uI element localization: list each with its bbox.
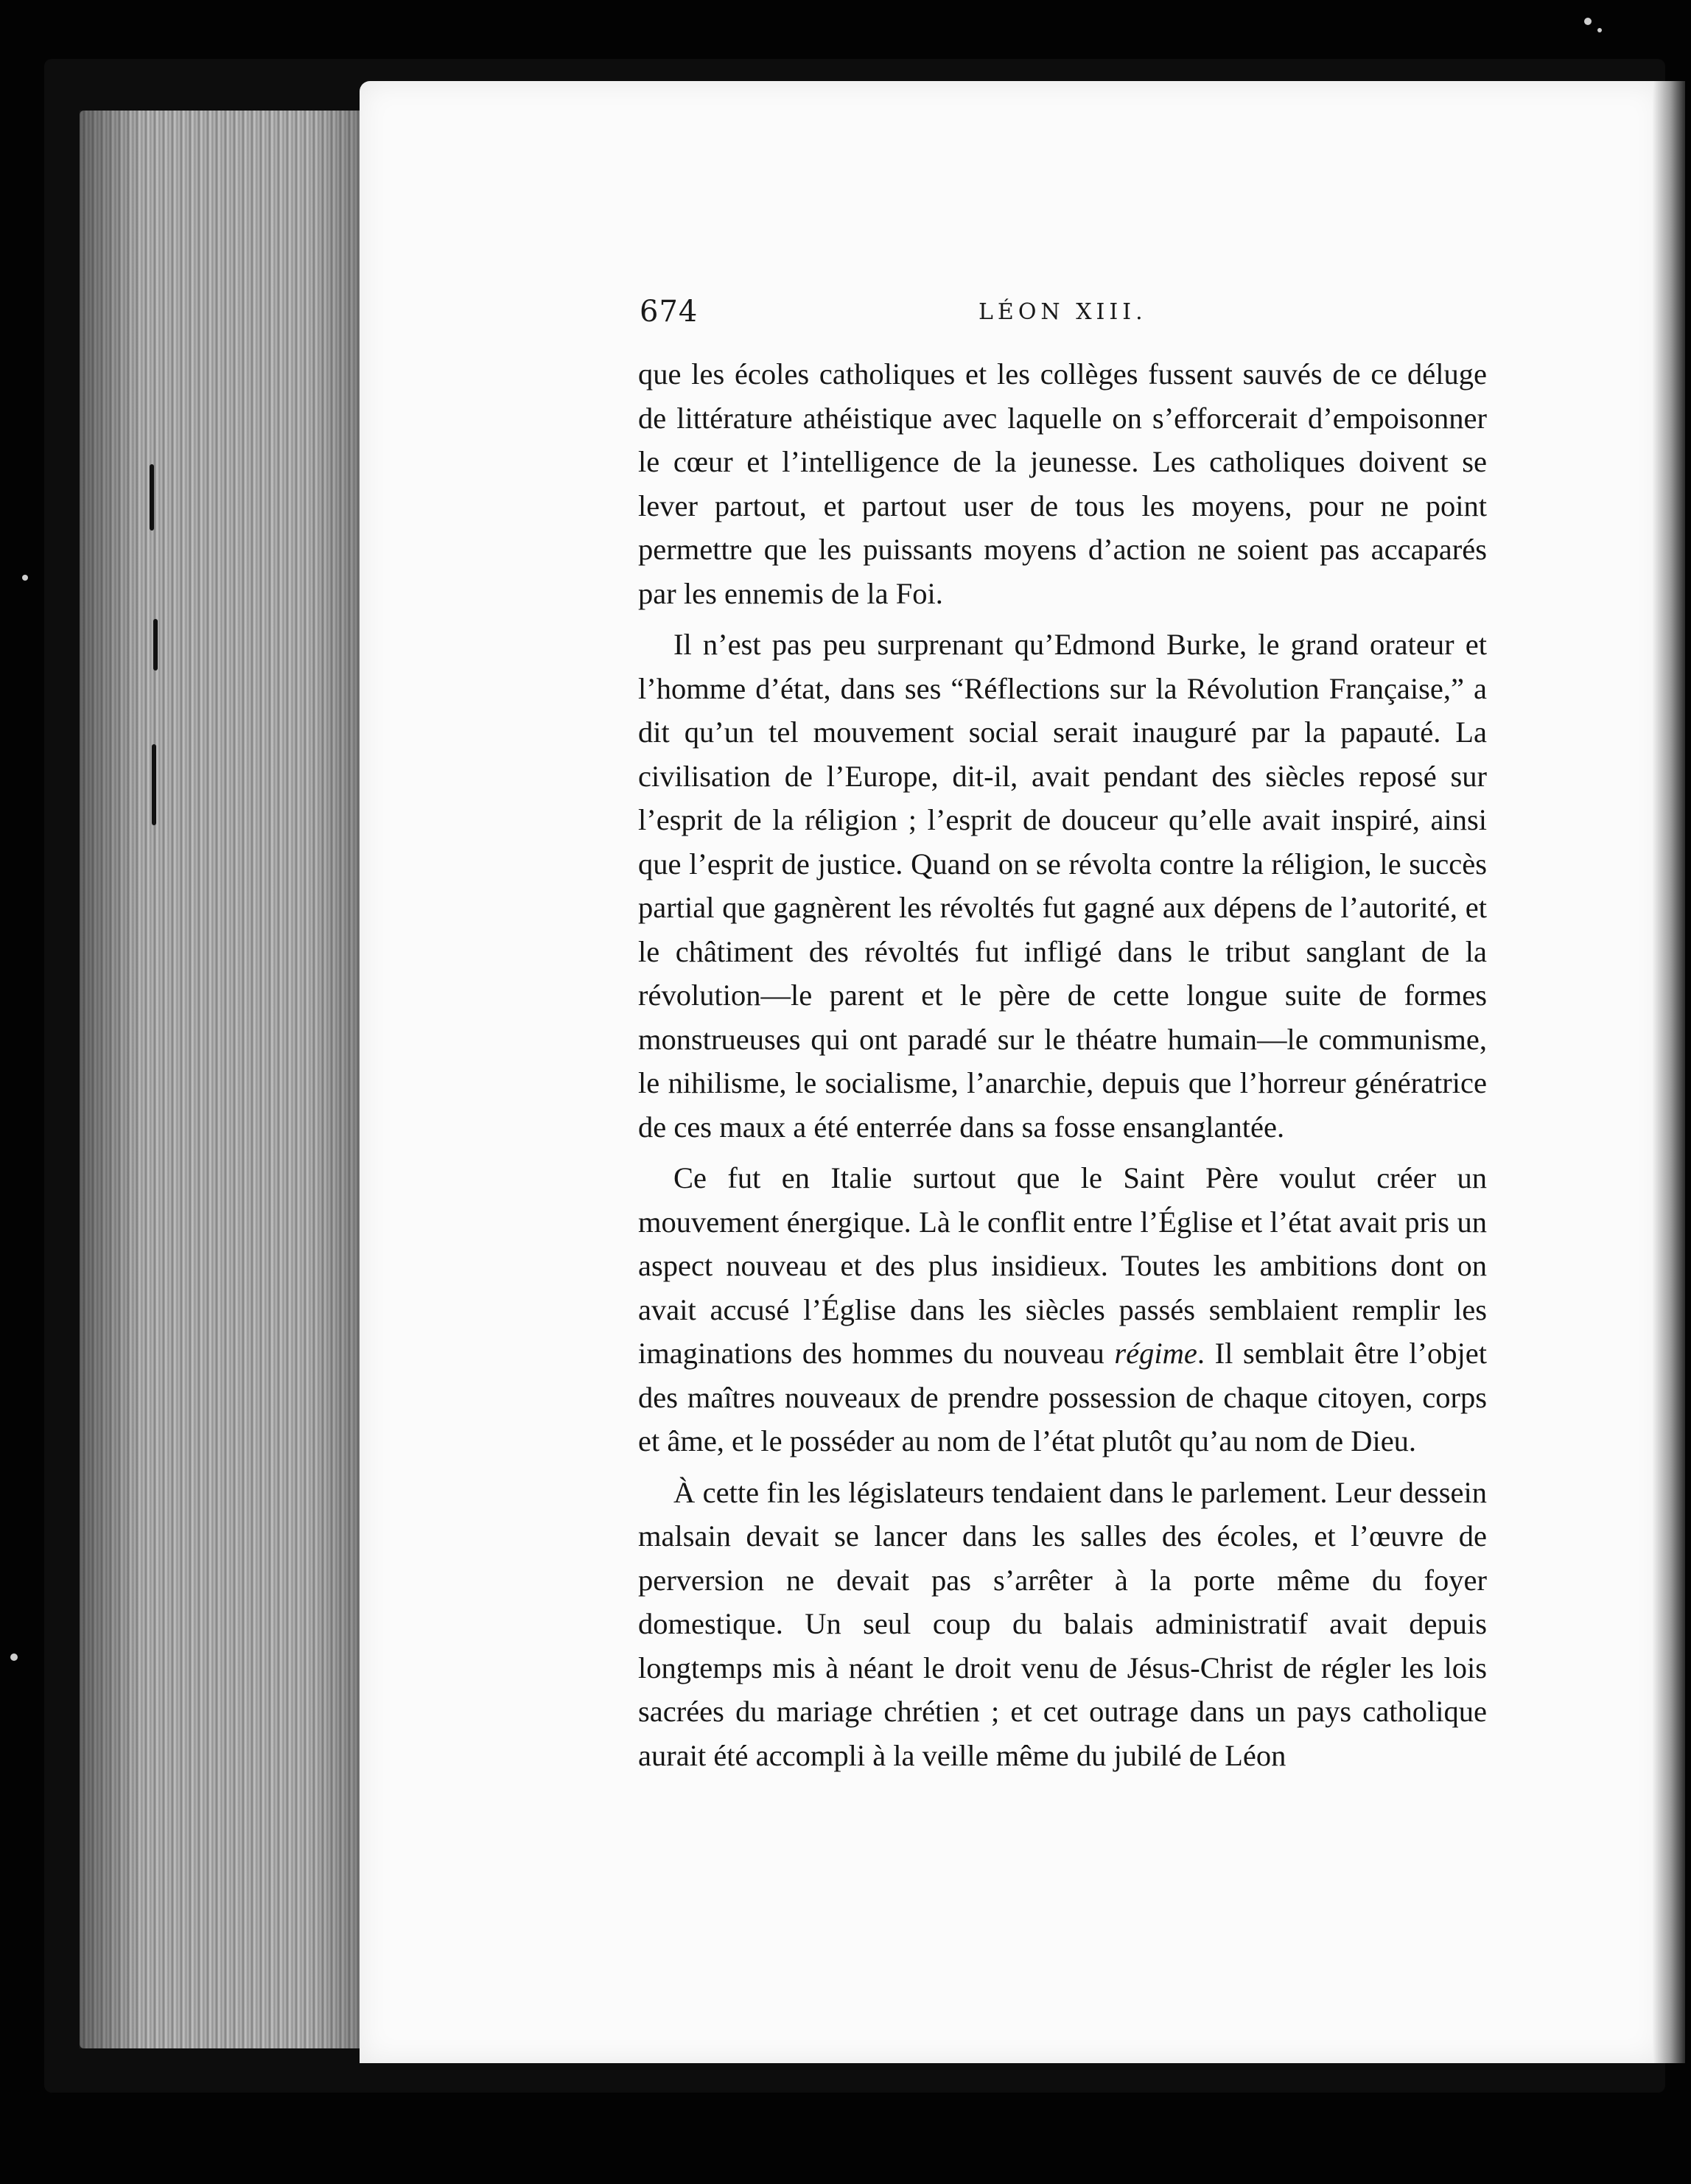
dust-speck <box>1584 18 1592 25</box>
dust-speck <box>1597 28 1602 32</box>
dust-speck <box>10 1653 18 1661</box>
paragraph-text: . Il semblait être l’objet des maîtres nouveaux de prendre possession de chaque citoyen, corps et âme, et le posséder au nom de l’état plutôt qu’au nom de Dieu. <box>638 1337 1487 1457</box>
paragraph-text: Ce fut en Italie surtout que le Saint Père voulut créer un mouvement énergique. Là le conflit entre l’Église et l’état avait pris un aspect nouveau et des plus insidieux. Toutes les ambitions dont on avait accusé l’Église dans les siècles passés semblaient remplir les imaginations des hommes du nouveau <box>638 1161 1487 1370</box>
paragraph-text: Il n’est pas peu surprenant qu’Edmond Burke, le grand orateur et l’homme d’état, dans ses “Réflections sur la Révolution Française,” a dit qu’un tel mouvement social serait inauguré par la papauté. La civilisation de l’Europe, dit-il, avait pendant des siècles reposé sur l’esprit de la réligion ; l’esprit de douceur qu’elle avait inspiré, ainsi que l’esprit de justice. Quand on se révolta contre la réligion, le succès partial que gagnèrent les révoltés fut gagné aux dépens de l’autorité, et le châtiment des révoltés fut infligé dans le tribut sanglant de la révolution—le parent et le père de cette longue suite de formes monstrueuses qui ont paradé sur le théatre humain—le communisme, le nihilisme, le socialisme, l’anarchie, depuis que l’horreur génératrice de ces maux a été enterrée dans sa fosse ensanglantée. <box>638 628 1487 1144</box>
paragraph <box>638 623 1487 1149</box>
edge-mark <box>150 464 154 531</box>
italic-text: régime <box>1114 1337 1197 1370</box>
edge-mark <box>153 619 158 671</box>
paragraph <box>638 1471 1487 1778</box>
running-head <box>640 295 1531 339</box>
page-fore-edge <box>80 111 367 2048</box>
paragraph <box>638 1156 1487 1463</box>
page-gutter-shadow <box>1653 81 1685 2063</box>
dust-speck <box>22 575 28 581</box>
paragraph-text: À cette fin les législateurs tendaient dans le parlement. Leur dessein malsain devait se lancer dans les salles des écoles, et l’œuvre de perversion ne devait pas s’arrêter à la porte même du foyer domestique. Un seul coup du balais administratif avait depuis longtemps mis à néant le droit venu de Jésus-Christ de régler les lois sacrées du mariage chrétien ; et cet outrage dans un pays catholique aurait été accompli à la veille même du jubilé de Léon <box>638 1475 1487 1772</box>
edge-mark <box>152 744 156 825</box>
paragraph <box>638 352 1487 615</box>
body-text <box>638 352 1487 1785</box>
running-title: LÉON XIII. <box>978 299 1147 325</box>
paragraph-text: que les écoles catholiques et les collèges fussent sauvés de ce déluge de littérature athéistique avec laquelle on s’efforcerait d’empoisonner le cœur et l’intelligence de la jeunesse. Les catholiques doivent se lever partout, et partout user de tous les moyens, pour ne point permettre que les puissants moyens d’action ne soient pas accaparés par les ennemis de la Foi. <box>638 357 1487 610</box>
page-number: 674 <box>640 295 699 329</box>
